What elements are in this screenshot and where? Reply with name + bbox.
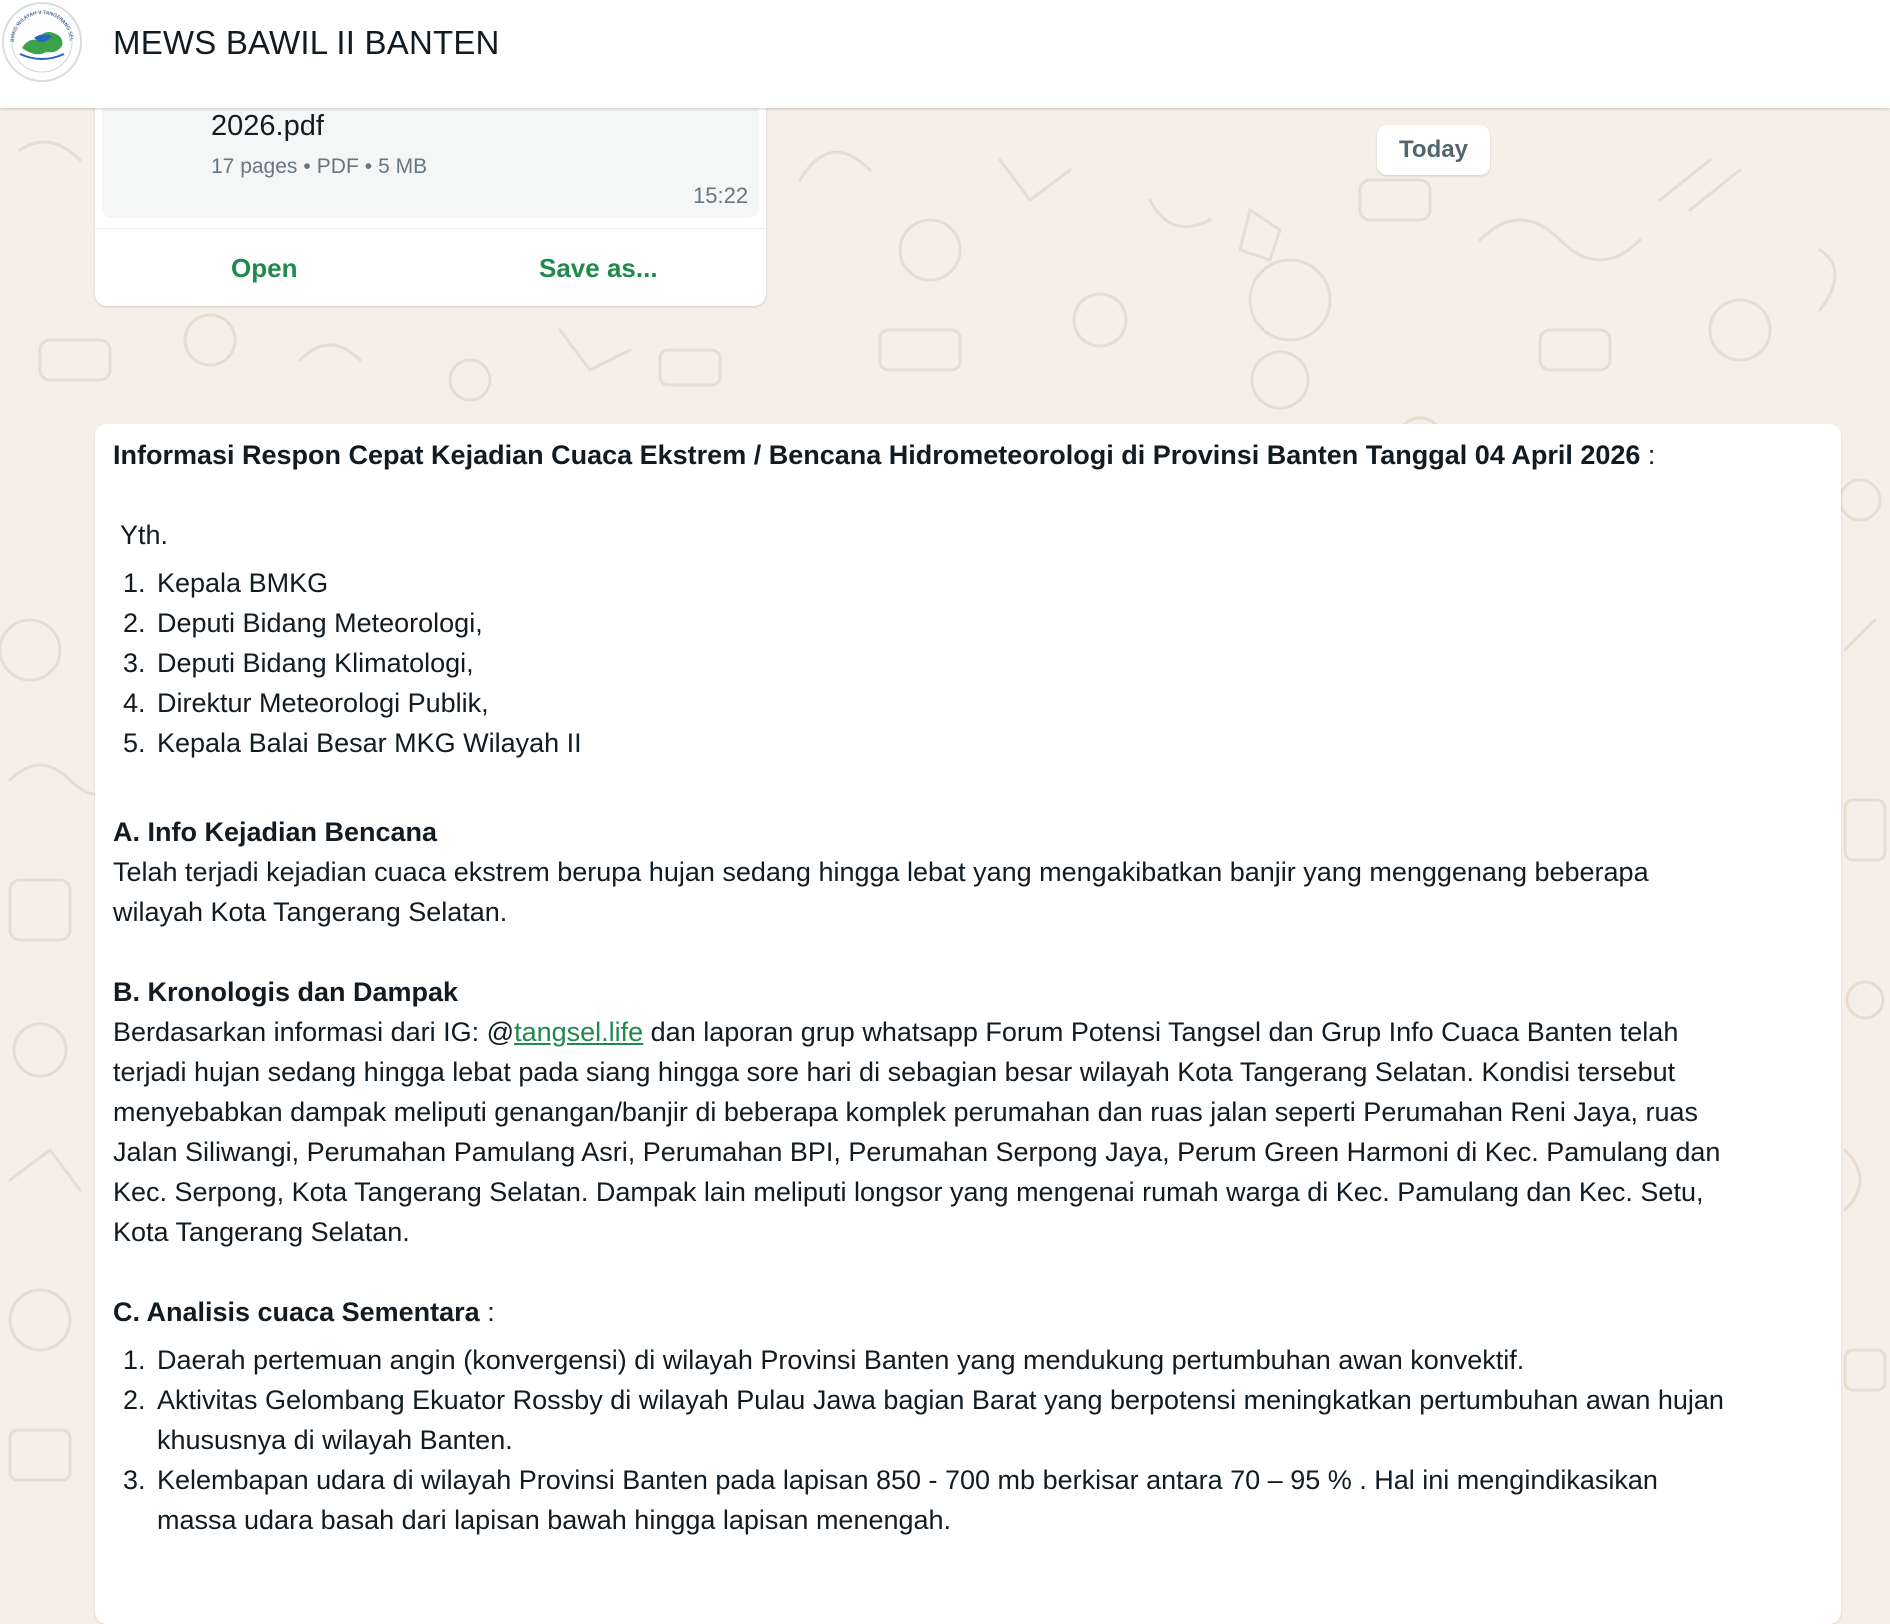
date-divider-chip: Today (1377, 125, 1490, 175)
section-c-heading-text: C. Analisis cuaca Sementara (113, 1297, 480, 1327)
analysis-line: Aktivitas Gelombang Ekuator Rossby di wilayah Pulau Jawa bagian Barat yang berpotensi meningkatkan pertumbuhan awan hujan (157, 1385, 1724, 1415)
recipient-number: 1. (123, 568, 146, 598)
group-avatar-icon[interactable] (2, 2, 82, 82)
section-b-line: menyebabkan dampak meliputi genangan/banjir di beberapa komplek perumahan dan ruas jalan seperti Perumahan Reni Jaya, ruas (113, 1097, 1698, 1127)
section-b-heading: B. Kronologis dan Dampak (113, 977, 459, 1007)
analysis-number: 1. (123, 1345, 146, 1375)
recipient-item: Direktur Meteorologi Publik, (157, 688, 489, 718)
greeting: Yth. (120, 520, 169, 550)
section-b-line: Kota Tangerang Selatan. (113, 1217, 410, 1247)
analysis-number: 2. (123, 1385, 146, 1415)
analysis-line: Daerah pertemuan angin (konvergensi) di wilayah Provinsi Banten yang mendukung pertumbuhan awan konvektif. (157, 1345, 1525, 1375)
message-title-text: Informasi Respon Cepat Kejadian Cuaca Ekstrem / Bencana Hidrometeorologi di Provinsi Banten Tanggal 04 April 2026 (113, 440, 1641, 470)
section-a-heading: A. Info Kejadian Bencana (113, 817, 438, 847)
document-size: 5 MB (378, 155, 428, 178)
analysis-line: massa udara basah dari lapisan bawah hingga lapisan menengah. (157, 1505, 952, 1535)
recipient-item: Deputi Bidang Meteorologi, (157, 608, 483, 638)
recipient-number: 2. (123, 608, 146, 638)
section-b-line: terjadi hujan sedang hingga lebat pada siang hingga sore hari di sebagian besar wilayah Kota Tangerang Selatan. Kondisi tersebut (113, 1057, 1676, 1087)
open-button[interactable]: Open (231, 253, 298, 283)
message-title (113, 435, 1655, 475)
recipient-item: Kepala Balai Besar MKG Wilayah II (157, 728, 582, 758)
document-pages: 17 pages (211, 155, 298, 178)
recipient-number: 4. (123, 688, 146, 718)
section-b-line (113, 1012, 1678, 1052)
section-a-line: wilayah Kota Tangerang Selatan. (113, 897, 508, 927)
recipient-number: 5. (123, 728, 146, 758)
section-c-heading (113, 1292, 495, 1332)
document-timestamp: 15:22 (693, 183, 749, 208)
section-a-line: Telah terjadi kejadian cuaca ekstrem berupa hujan sedang hingga lebat yang mengakibatkan banjir yang menggenang beberapa (113, 857, 1649, 887)
section-b-line: Kec. Serpong, Kota Tangerang Selatan. Dampak lain meliputi longsor yang mengenai rumah warga di Kec. Pamulang dan Kec. Setu, (113, 1177, 1704, 1207)
avatar-ring-text: BMKG WILAYAH II TANGERANG SEL (9, 9, 75, 43)
save-as-button[interactable]: Save as... (539, 253, 658, 283)
document-actions (95, 228, 766, 307)
recipient-number: 3. (123, 648, 146, 678)
recipient-item: Kepala BMKG (157, 568, 329, 598)
message-title-suffix: : (1640, 440, 1656, 470)
analysis-line: Kelembapan udara di wilayah Provinsi Banten pada lapisan 850 - 700 mb berkisar antara 70 – 95 % . Hal ini mengindikasikan (157, 1465, 1658, 1495)
document-meta: 17 pages • PDF • 5 MB (211, 155, 428, 178)
document-type: PDF (316, 155, 359, 178)
analysis-line: khususnya di wilayah Banten. (157, 1425, 513, 1455)
document-filename: 2026.pdf (211, 110, 324, 142)
instagram-link[interactable]: tangsel.life (514, 1017, 644, 1047)
section-c-heading-suffix: : (479, 1297, 495, 1327)
section-b-line-prefix: Berdasarkan informasi dari IG: @ (113, 1017, 515, 1047)
section-b-line: Jalan Siliwangi, Perumahan Pamulang Asri, Perumahan BPI, Perumahan Serpong Jaya, Perum Green Harmoni di Kec. Pamulang dan (113, 1137, 1721, 1167)
recipient-item: Deputi Bidang Klimatologi, (157, 648, 474, 678)
chat-header (0, 0, 1890, 108)
section-b-line-suffix: dan laporan grup whatsapp Forum Potensi Tangsel dan Grup Info Cuaca Banten telah (643, 1017, 1679, 1047)
chat-title[interactable]: MEWS BAWIL II BANTEN (113, 24, 500, 61)
analysis-number: 3. (123, 1465, 146, 1495)
